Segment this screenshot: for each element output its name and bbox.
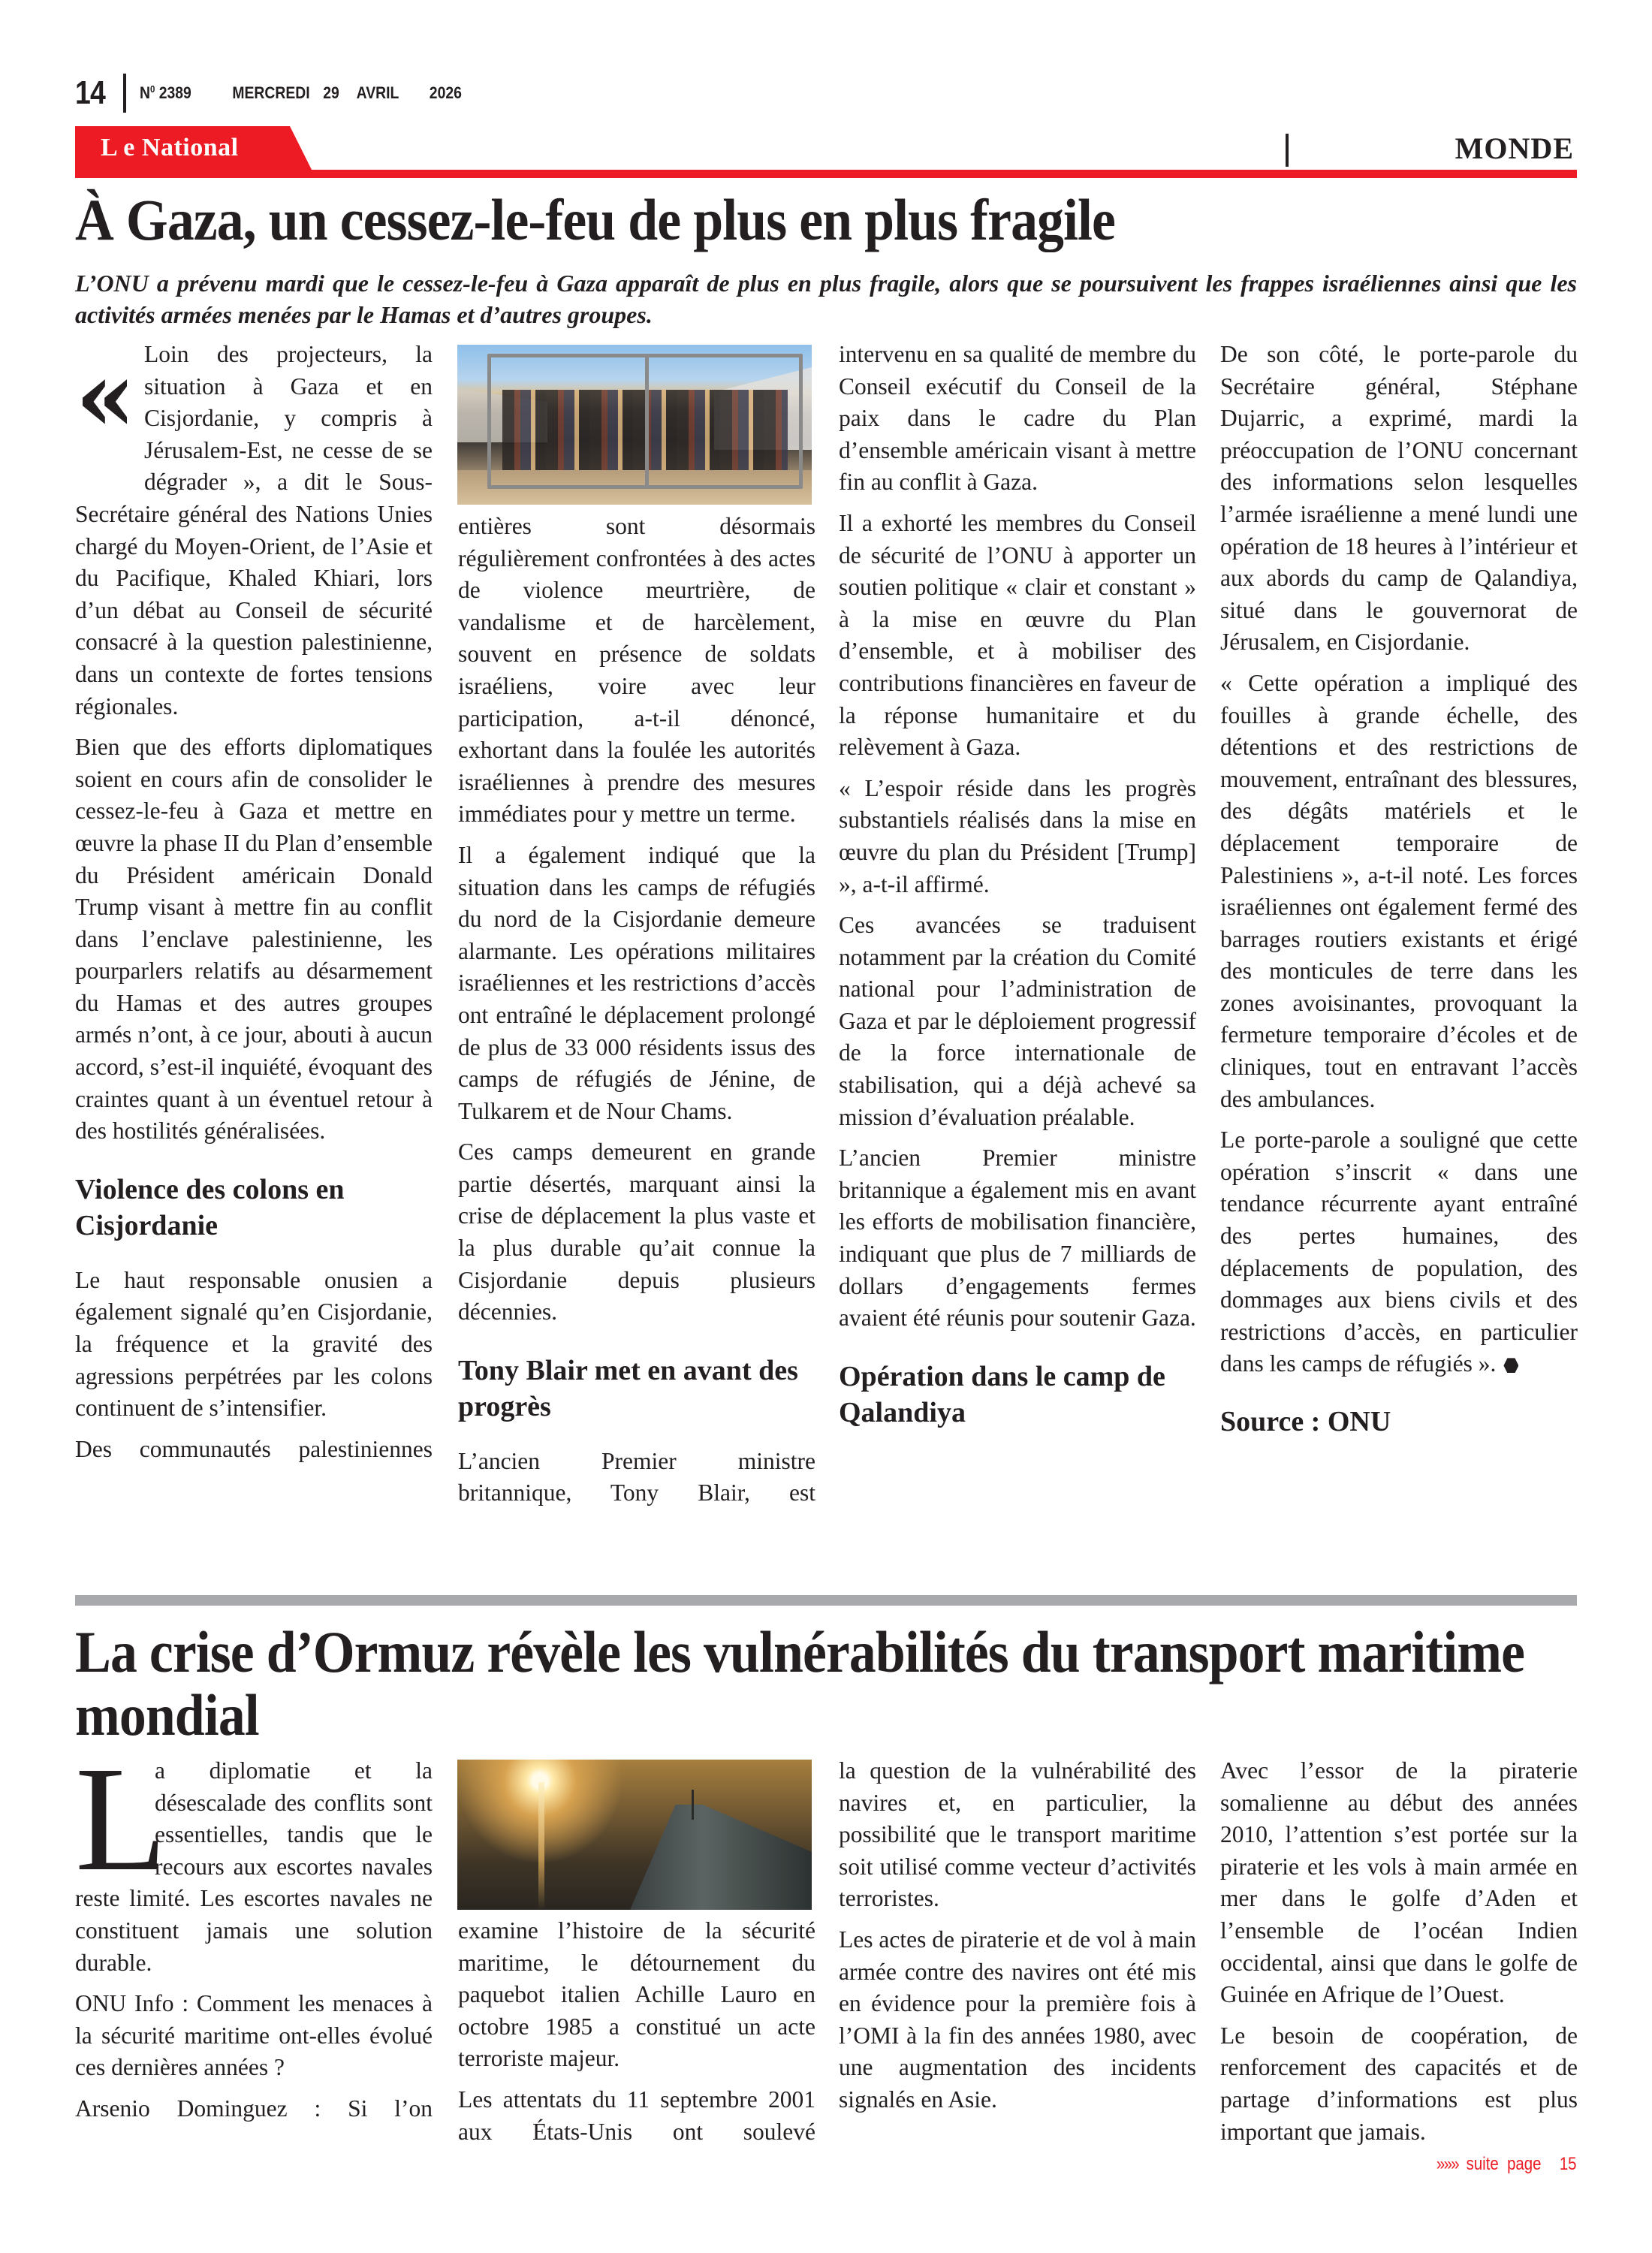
article1-column-4 [1220, 339, 1578, 1447]
tanker-photo [457, 1760, 812, 1910]
end-of-article-icon [1503, 1358, 1518, 1373]
paragraph: Loin des projecteurs, la situation à Gaza et en Cisjordanie, y compris à Jérusalem-Est, ne cesse de se dégrader », a dit le Sous-Secrétaire général des Nations Unies chargé du Moyen-Orient, de l’Asie et du Pacifique, Khaled Khiari, lors d’un débat au Conseil de sécurité consacré à la question palestinienne, dans un contexte de fortes tensions régionales. [75, 341, 433, 719]
article2-column-3 [839, 1755, 1196, 2125]
article2-column-1 [75, 1736, 433, 2134]
paragraph: ONU Info : Comment les menaces à la sécurité maritime ont-elles évolué ces dernières années ? [75, 1990, 433, 2081]
folio-divider [123, 74, 126, 113]
paragraph: « Cette opération a impliqué des fouilles à grande échelle, des détentions et des restrictions de mouvement, entraînant des blessures, des dégâts matériels et le déplacement temporaire de Palestiniens », a-t-il noté. Les forces israéliennes ont également fermé des barrages routiers existants et érigé des monticules de terre dans les zones avoisinantes, provoquant la fermeture temporaire d’écoles et de cliniques, tout en entravant l’accès des ambulances. [1220, 669, 1578, 1112]
paragraph: Ces camps demeurent en grande partie désertés, marquant ainsi la crise de déplacement la plus vaste et la plus durable qu’ait connue la Cisjordanie depuis plusieurs décennies. [458, 1139, 815, 1326]
paragraph: L’ancien Premier ministre britannique, Tony Blair, est [458, 1447, 815, 1507]
paragraph: Les actes de piraterie et de vol à main armée contre des navires ont été mis en évidence pour la première fois à l’OMI à la fin des années 1980, avec une augmentation des incidents signalés en Asie. [839, 1926, 1196, 2113]
article2-title: La crise d’Ormuz révèle les vulnérabilités du transport maritime mondial [75, 1619, 1525, 1748]
article-divider [75, 1595, 1577, 1606]
drop-cap: L [75, 1736, 167, 1902]
paragraph: a diplomatie et la désescalade des conflits sont essentielles, tandis que le recours aux escortes navales reste limité. Les escortes navales ne constituent jamais une solution durable. [75, 1757, 433, 1976]
article1-title: À Gaza, un cessez-le-feu de plus en plus fragile [75, 187, 1115, 252]
subheading: Opération dans le camp de Qalandiya [839, 1360, 1165, 1428]
paragraph: Bien que des efforts diplomatiques soient en cours afin de consolider le cessez-le-feu à Gaza et mettre en œuvre la phase II du Plan d’ensemble du Président américain Donald Trump visant à mettre fin au conflit dans l’enclave palestinienne, les pourparlers relatifs au désarmement du Hamas et des autres groupes armés n’ont, à ce jour, abouti à aucun accord, s’est-il inquiété, évoquant des craintes quant à un éventuel retour à des hostilités généralisées. [75, 734, 433, 1145]
continue-arrows-icon: »»» [1436, 2154, 1459, 2174]
photo-detail [645, 354, 649, 489]
article1-column-1 [75, 339, 433, 1474]
issue-day: MERCREDI [232, 83, 310, 102]
paragraph: « L’espoir réside dans les progrès substantiels réalisés dans la mise en œuvre du plan du Président [Trump] », a-t-il affirmé. [839, 774, 1196, 897]
issue-date: 29 [323, 83, 339, 102]
issue-meta [140, 83, 462, 103]
article1-column-2 [458, 511, 815, 1519]
page-number: 14 [75, 74, 105, 111]
section-label: MONDE [1455, 131, 1574, 165]
paragraph: Le porte-parole a souligné que cette opération s’inscrit « dans une tendance récurrente ayant entraîné des pertes humaines, des déplacements de population, des dommages aux biens civils et des restrictions d’accès, en particulier dans les camps de réfugiés ». [1220, 1126, 1578, 1377]
gaza-camp-photo [457, 345, 812, 505]
paragraph: Le haut responsable onusien a également signalé qu’en Cisjordanie, la fréquence et la gravité des agressions perpétrées par les colons continuent de s’intensifier. [75, 1266, 433, 1422]
paragraph: la question de la vulnérabilité des navires et, en particulier, la possibilité que le transport maritime soit utilisé comme vecteur d’activités terroristes. [839, 1757, 1196, 1912]
paragraph: Il a exhorté les membres du Conseil de sécurité de l’ONU à apporter un soutien politique « clair et constant » à la mise en œuvre du Plan d’ensemble, et à mobiliser des contributions financières en faveur de la réponse humanitaire et du relèvement à Gaza. [839, 509, 1196, 761]
section-band [75, 126, 1577, 177]
publication-name: L e National [101, 134, 239, 161]
photo-detail [538, 1782, 544, 1910]
issue-number: $N^0$ 2389 [140, 83, 191, 102]
continued-page-number: 15 [1560, 2154, 1577, 2174]
issue-month: AVRIL [356, 83, 399, 102]
paragraph: Les attentats du 11 septembre 2001 aux États-Unis ont soulevé [458, 2086, 815, 2145]
paragraph: Avec l’essor de la piraterie somalienne au début des années 2010, l’attention s’est portée sur la piraterie et les vols à main armée en mer dans le golfe d’Aden et l’ensemble de l’océan Indien occidental, ainsi que dans le golfe de Guinée en Afrique de l’Ouest. [1220, 1757, 1578, 2008]
paragraph: Arsenio Dominguez : Si l’on [75, 2095, 433, 2122]
continued-label: suite page [1467, 2154, 1542, 2174]
paragraph: Le besoin de coopération, de renforcement des capacités et de partage d’informations est plus important que jamais. [1220, 2022, 1578, 2145]
article-source: Source : ONU [1220, 1406, 1391, 1437]
issue-year: 2026 [429, 83, 462, 102]
article1-column-3 [839, 339, 1196, 1452]
subheading: Tony Blair met en avant des progrès [458, 1354, 798, 1422]
paragraph: Des communautés palestiniennes [75, 1435, 433, 1462]
paragraph: L’ancien Premier ministre britannique a également mis en avant les efforts de mobilisation financière, indiquant que plus de 7 milliards de dollars d’engagements fermes avaient été réunis pour soutenir Gaza. [839, 1145, 1196, 1332]
paragraph: De son côté, le porte-parole du Secrétaire général, Stéphane Dujarric, a exprimé, mardi la préoccupation de l’ONU concernant des informations selon lesquelles l’armée israélienne a mené lundi une opération de 18 heures à l’intérieur et aux abords du camp de Qalandiya, situé dans le gouvernorat de Jérusalem, en Cisjordanie. [1220, 341, 1578, 656]
photo-detail [692, 1790, 694, 1820]
paragraph: entières sont désormais régulièrement confrontées à des actes de violence meurtrière, de vandalisme et de harcèlement, souvent en présence de soldats israéliens, voire avec leur participation, a-t-il dénoncé, exhortant dans la foulée les autorités israéliennes à prendre des mesures immédiates pour y mettre un terme. [458, 513, 815, 828]
article2-column-2 [458, 1915, 815, 2157]
paragraph: Ces avancées se traduisent notamment par la création du Comité national pour l’administration de Gaza et par le déploiement progressif de la force internationale de stabilisation, qui a déjà achevé sa mission d’évaluation préalable. [839, 912, 1196, 1130]
paragraph: Il a également indiqué que la situation dans les camps de réfugiés du nord de la Cisjordanie demeure alarmante. Les opérations militaires israéliennes et les restrictions d’accès ont entraîné le déplacement prolongé de plus de 33 000 résidents issus des camps de réfugiés de Jénine, de Tulkarem et de Nour Chams. [458, 841, 815, 1124]
opening-quote-icon: « [75, 339, 137, 454]
folio-header [75, 72, 505, 114]
paragraph: examine l’histoire de la sécurité maritime, le détournement du paquebot italien Achille Lauro en octobre 1985 a constitué un acte terroriste majeur. [458, 1917, 815, 2072]
continued-on-page-link[interactable] [1436, 2154, 1577, 2175]
photo-detail [630, 1805, 812, 1910]
subheading: Violence des colons en Cisjordanie [75, 1173, 345, 1241]
article2-column-4 [1220, 1755, 1578, 2157]
article1-deck: L’ONU a prévenu mardi que le cessez-le-feu à Gaza apparaît de plus en plus fragile, alors que se poursuivent les frappes israéliennes ainsi que les activités armées menées par le Hamas et d’autres groupes. [75, 270, 1577, 328]
paragraph: intervenu en sa qualité de membre du Conseil exécutif du Conseil de la paix dans le cadre du Plan d’ensemble américain visant à mettre fin au conflit à Gaza. [839, 341, 1196, 496]
section-separator [1286, 134, 1289, 167]
